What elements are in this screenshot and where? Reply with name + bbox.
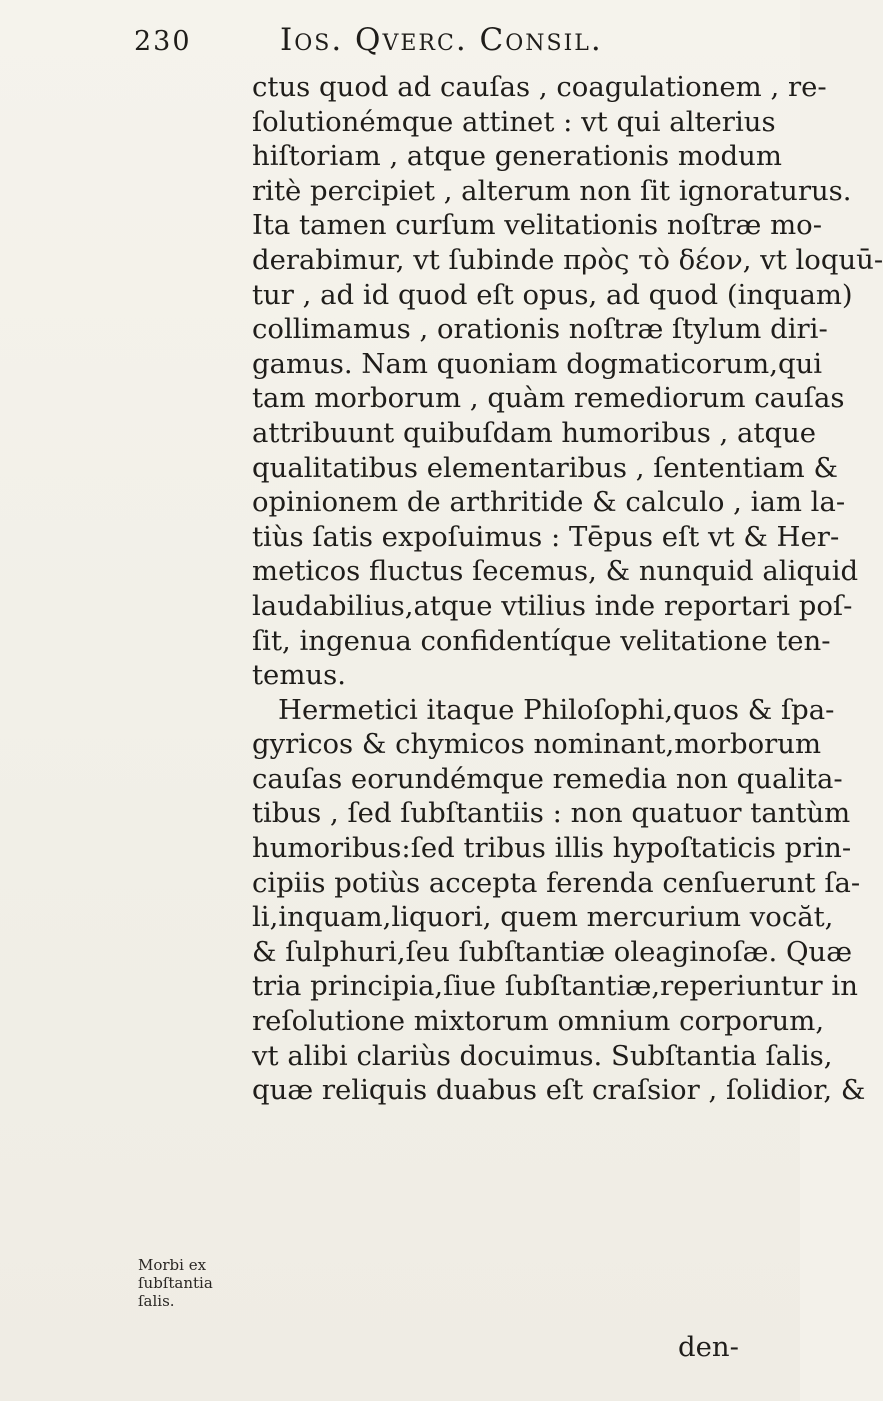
text-line: tur , ad id quod eſt opus, ad quod (inquam) (252, 278, 853, 311)
text-line: collimamus , orationis noſtræ ſtylum diri- (252, 313, 828, 346)
text-line: & ſulphuri,ſeu ſubſtantiæ oleaginoſæ. Quæ (252, 935, 853, 968)
text-line: Ita tamen curſum velitationis noſtræ mo- (252, 209, 823, 242)
text-line: meticos fluctus ſecemus, & nunquid aliquid (252, 555, 859, 588)
text-line: vt alibi clariùs docuimus. Subſtantia ſalis, (252, 1039, 833, 1072)
text-line: humoribus:ſed tribus illis hypoſtaticis prin- (252, 832, 852, 865)
text-line: gyricos & chymicos nominant,morborum (252, 728, 822, 761)
text-line: ctus quod ad cauſas , coagulationem , re- (252, 71, 827, 103)
marginal-note-line: Morbi ex (138, 1256, 207, 1274)
page-number: 230 (134, 26, 192, 57)
text-line: opinionem de arthritide & calculo , iam la- (252, 486, 846, 519)
text-line: quæ reliquis duabus eſt craſsior , ſolidior, & (252, 1074, 866, 1107)
text-line: reſolutione mixtorum omnium corporum, (252, 1005, 825, 1038)
text-line: li,inquam,liquori, quem mercurium vocăt, (252, 901, 834, 934)
text-line: hiſtoriam , atque generationis modum (252, 140, 782, 173)
text-line: cipiis potiùs accepta ferenda cenſuerunt ſa- (252, 866, 861, 899)
text-line: tria principia,ſiue ſubſtantiæ,reperiuntur in (252, 970, 858, 1003)
page-header (120, 22, 770, 62)
text-line: derabimur, vt ſubinde πρὸς τὸ δέον, vt loquū- (252, 243, 883, 276)
text-line: attribuunt quibuſdam humoribus , atque (252, 416, 817, 449)
text-line: tam morborum , quàm remediorum cauſas (252, 382, 845, 415)
text-line: gamus. Nam quoniam dogmaticorum,qui (252, 347, 823, 380)
text-line: ſolutionémque attinet : vt qui alterius (252, 105, 776, 138)
text-line: Hermetici itaque Philoſophi,quos & ſpa- (278, 693, 835, 726)
marginal-note-line: ſubſtantia (138, 1274, 213, 1292)
text-line: ritè percipiet , alterum non ſit ignoraturus. (252, 174, 852, 207)
text-line: ſit, ingenua confidentíque velitatione ten- (252, 624, 831, 657)
main-text-block (252, 70, 883, 1108)
text-line: qualitatibus elementaribus , ſententiam & (252, 451, 838, 484)
text-line: tibus , ſed ſubſtantiis : non quatuor tantùm (252, 797, 851, 830)
marginal-note (138, 1256, 228, 1310)
text-line: cauſas eorundémque remedia non qualita- (252, 762, 843, 795)
text-line: tiùs ſatis expoſuimus : Tēpus eſt vt & Her- (252, 520, 840, 553)
text-line: laudabilius,atque vtilius inde reportari poſ- (252, 589, 853, 622)
marginal-note-line: ſalis. (138, 1292, 175, 1310)
catchword: den- (678, 1331, 739, 1363)
text-line: temus. (252, 659, 346, 692)
running-title: Ios. Qverc. Consil. (280, 22, 603, 58)
